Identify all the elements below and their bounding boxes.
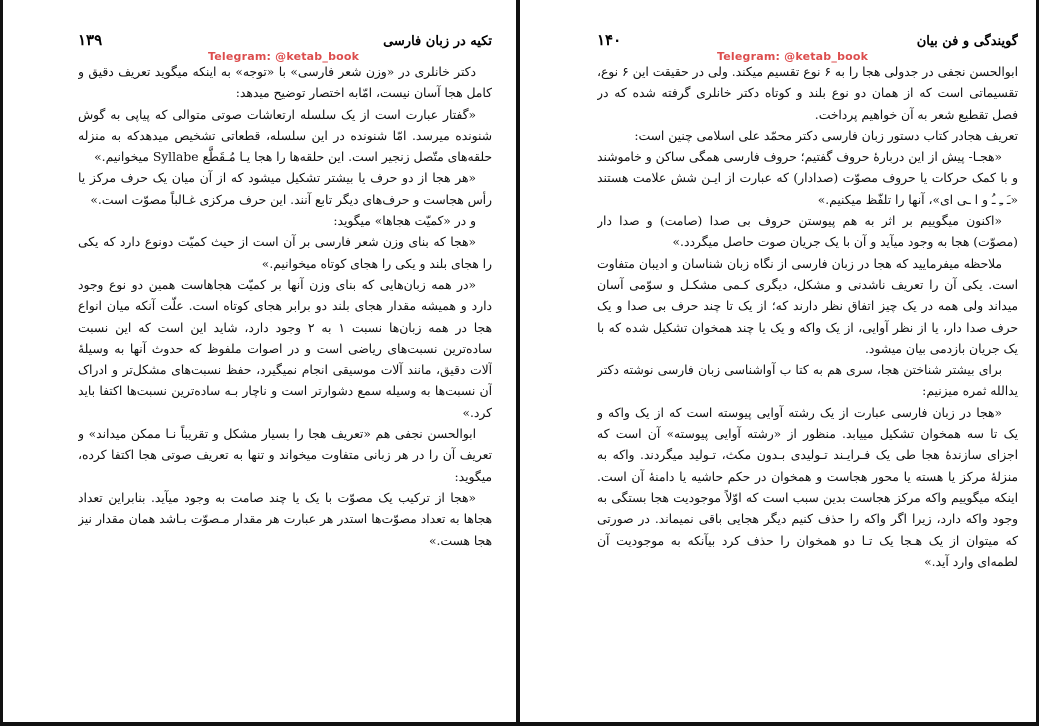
- paragraph: «هجـا- پیش از این دربارهٔ حروف گفتیم؛ حروف فارسی همگی ساکن و خاموشند و با کمک حرکات یا حروف مصوّت (صدادار) که عبارت از ایـن شش علامت هستند «ـَ ـِ ـُ و ا ـی ای»، آنها را تلفّظ میکنیم.»: [597, 150, 1018, 207]
- paragraph: و در «کمیّت هجاها» میگوید:: [333, 214, 476, 229]
- paragraph: «هجا از ترکیب یک مصوّت با یک یا چند صامت به وجود میآید. بنابراین تعداد هجاها به تعداد مصوّت‌ها استدر هر عبارت هر مقدار مـصوّت بـاشد همان مقدار نیز هجا هست.»: [78, 490, 492, 548]
- paragraph: دکتر خانلری در «وزن شعر فارسی» با «توجه» به اینکه میگوید تعریف دقیق و کامل هجا آسان نیست، امّابه اختصار توضیح میدهد:: [78, 65, 492, 101]
- left-page-header: [78, 30, 492, 52]
- left-page-body: [78, 62, 492, 552]
- paragraph: ابوالحسن نجفی هم «تعریف هجا را بسیار مشکل و تقریباً نـا ممکن میداند» و تعریف آن را در هر زبانی متفاوت میخواند و تنها به تعریف صوتی هجا اکتفا کرده، میگوید:: [78, 427, 492, 484]
- paragraph: ابوالحسن نجفی در جدولی هجا را به ۶ نوع تقسیم میکند. ولی در حقیقت این ۶ نوع، تقسیماتی است که از همان دو نوع بلند و کوتاه دکتر خانلری گرفته شده که در فصل تقطیع شعر به آن خواهیم پرداخت.: [597, 65, 1018, 122]
- paragraph: برای بیشتر شناختن هجا، سری هم به کتا ب آواشناسی زبان فارسی نوشته دکتر یدالله ثمره میزنیم:: [597, 363, 1018, 399]
- paragraph: «در همه زبان‌هایی که بنای وزن آنها بر کمیّت هجاهاست همین دو نوع وجود دارد و همیشه مقدار هجای بلند دو برابر هجای کوتاه است. علّت آنکه میان انواع هجا در همه زبان‌ها نسبت ۱ به ۲ وجود دارد، شاید این است که این نسبت ساده‌ترین نسبت‌های ریاضی است و در اصوات ملفوظ که حدوث آنها به وسیلهٔ آلات دقیق، مانند آلات موسیقی انجام نمیگیرد، حفظ نسبت‌های مشکل‌تر و ادراک آن نسبت‌ها به وسیله سمع دشوارتر است و ناچار بـه ساده‌ترین نسبت‌ها اکتفا باید کرد.»: [78, 277, 492, 420]
- paragraph: «هر هجا از دو حرف یا بیشتر تشکیل میشود که از آن میان یک حرف مرکز یا رأس هجاست و حرف‌های دیگر تابع آنند. این حرف مرکزی غـالباً مصوّت است.»: [78, 171, 492, 207]
- paragraph: «هجا در زبان فارسی عبارت از یک رشته آوایی پیوسته است که از یک واکه و یک تا سه همخوان تشکیل مییابد. منظور از «رشته آوایی پیوسته» آن است که اجزای سازندهٔ هجا طی یک فـرایـند تـولیدی بـدون مکث، تـولید میگردند. واکه به منزلهٔ مرکز یا هسته یا محور هجاست و همخوان در حکم حاشیه یا دامنهٔ آن است. اینکه میگوییم واکه مرکز هجاست بدین سبب است که اوّلاً موجودیت هجا بستگی به وجود واکه دارد، زیرا اگر واکه را حذف کنیم دیگر هجایی باقی نمیماند. در صورتی که میتوان از یک هـجا یک تـا دو همخوان را حذف کرد بیآنکه به موجودیت آن لطمه‌ای وارد آید.»: [597, 405, 1018, 569]
- right-page-header: [597, 30, 1018, 52]
- left-watermark: Telegram: @ketab_book: [208, 50, 360, 63]
- right-page-body: [597, 62, 1018, 573]
- right-watermark: Telegram: @ketab_book: [717, 50, 869, 63]
- right-running-title: گویندگی و فن بیان: [916, 34, 1018, 49]
- paragraph: «هجا که بنای وزن شعر فارسی بر آن است از حیث کمیّت دونوع دارد که یکی را هجای بلند و یکی را هجای کوتاه میخوانیم.»: [78, 235, 492, 271]
- paragraph: تعریف هجادر کتاب دستور زبان فارسی دکتر محمّد علی اسلامی چنین است:: [634, 128, 1018, 143]
- page-edge-left: [0, 0, 3, 726]
- left-page-number: ۱۳۹: [78, 31, 103, 49]
- paragraph: «اکنون میگوییم بر اثر به هم پیوستن حروف بی صدا (صامت) و صدا دار (مصوّت) هجا به وجود میآید و آن با یک جریان صوت حاصل میگردد.»: [597, 214, 1018, 250]
- right-page-number: ۱۴۰: [597, 31, 622, 49]
- left-page: [78, 30, 492, 710]
- book-gutter: [516, 0, 520, 726]
- paragraph: ملاحظه میفرمایید که هجا در زبان فارسی از نگاه زبان شناسان و ادیبان متفاوت است. یکی آن را تعریف ناشدنی و مشکل، دیگری کـمی مشکـل و سوّمی آسان میداند ولی همه در یک چیز اتفاق نظر دارند که؛ از یک تا چند حرف بی صدا و یک حرف صدا دار، یا از نظر آوایی، از یک واکه و یک یا چند همخوان تشکیل شده که با یک جریان بازدمی بیان میشود.: [597, 256, 1018, 356]
- paragraph: «گفتار عبارت است از یک سلسله ارتعاشات صوتی متوالی که پیاپی به گوش شنونده میرسد. امّا شنونده در این سلسله، قطعاتی تشخیص میدهدکه به منزله حلقه‌های متّصل زنجیر است. این حلقه‌ها را هجا یـا مُـقَطَّع Syllabe میخوانیم.»: [78, 107, 492, 165]
- right-page: [597, 30, 1018, 710]
- left-running-title: تکیه در زبان فارسی: [383, 34, 492, 49]
